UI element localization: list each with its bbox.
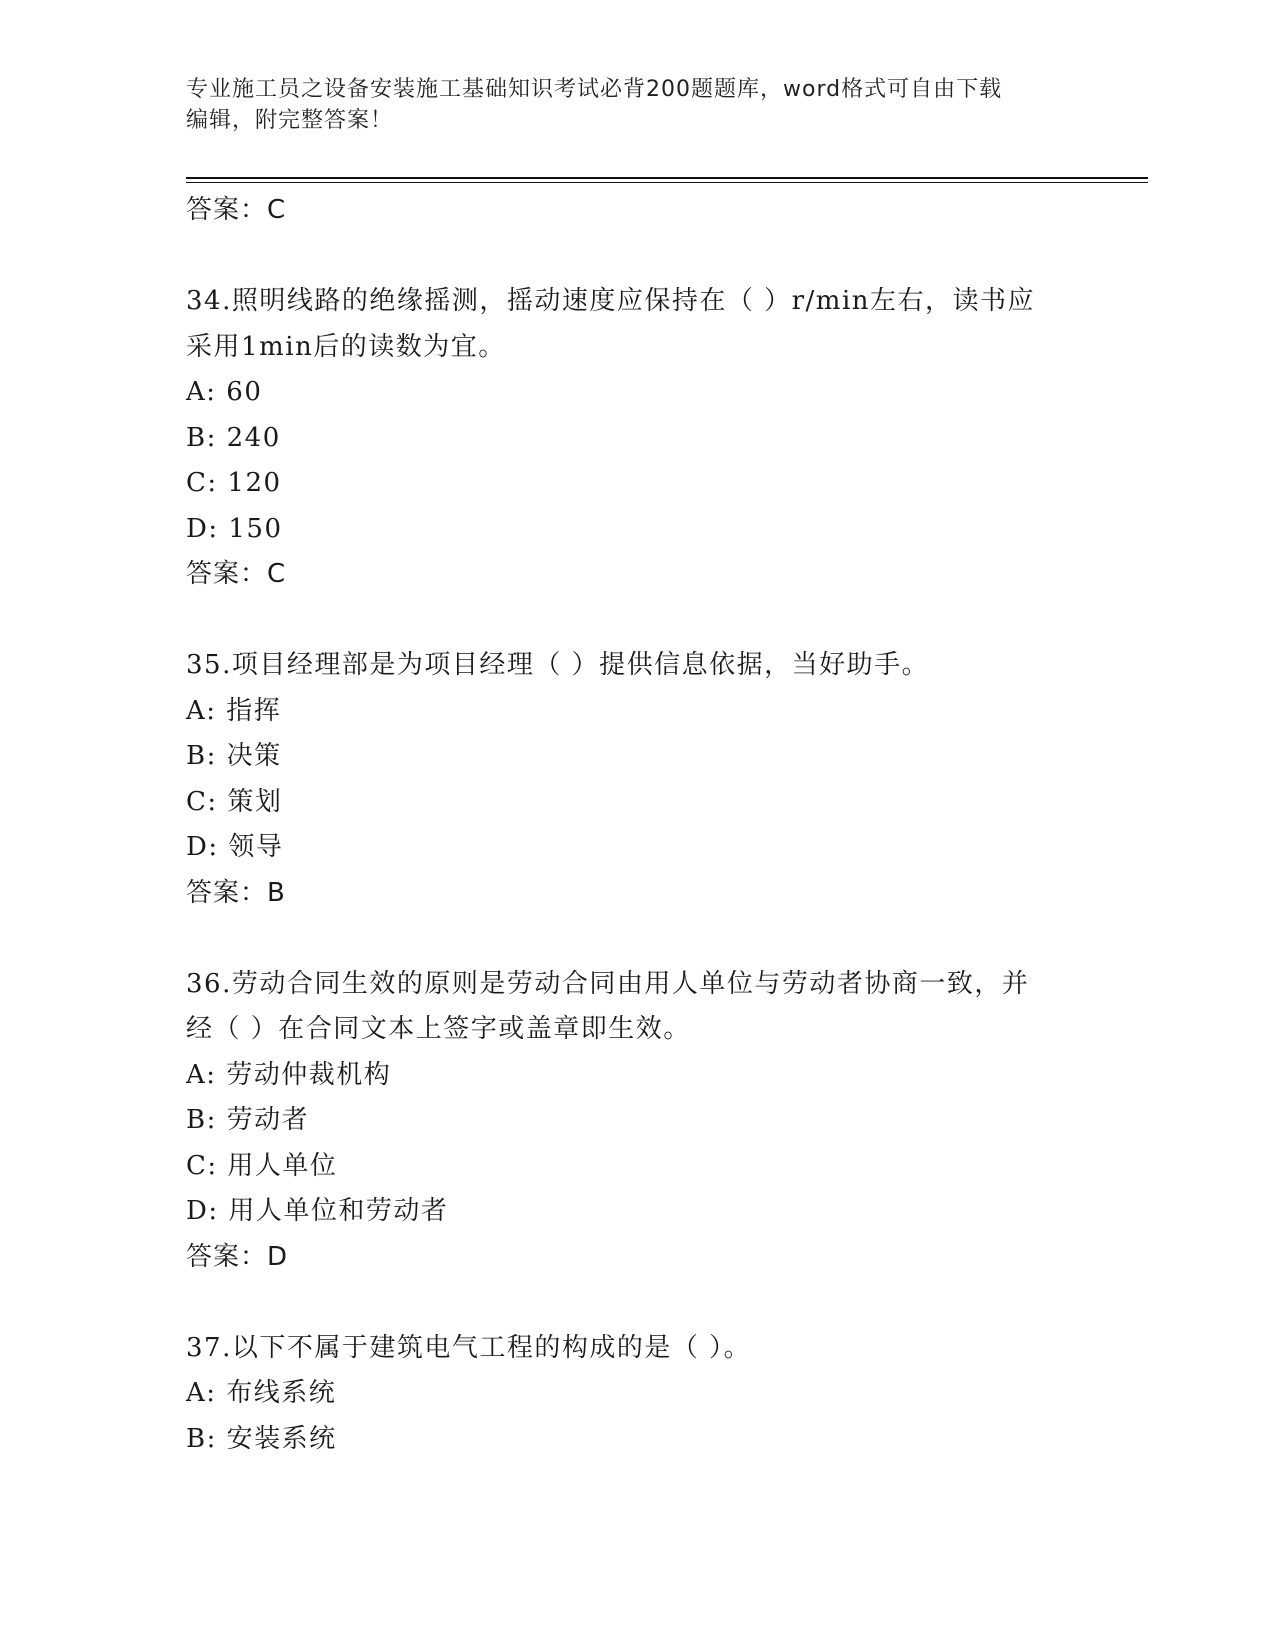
option-d: D: 领导 — [186, 832, 284, 862]
document-header — [186, 74, 1066, 136]
spacer — [186, 1280, 1086, 1326]
question-34 — [186, 279, 1086, 598]
question-stem: 37.以下不属于建筑电气工程的构成的是（ ）。 — [186, 1332, 752, 1363]
question-stem: 34.照明线路的绝缘摇测，摇动速度应保持在（ ）r/min左右，读书应 — [186, 286, 1036, 316]
option-b: B: 劳动者 — [186, 1105, 310, 1135]
spacer — [186, 234, 1086, 280]
header-line-1: 专业施工员之设备安装施工基础知识考试必背200题题库，word格式可自由下载 — [186, 77, 1003, 102]
answer-line: 答案：B — [186, 877, 286, 908]
option-d: D: 150 — [186, 513, 283, 544]
option-c: C: 120 — [186, 468, 282, 498]
question-stem: 35.项目经理部是为项目经理（ ）提供信息依据，当好助手。 — [186, 650, 930, 680]
spacer — [186, 916, 1086, 962]
option-a: A: 指挥 — [186, 695, 282, 726]
option-a: A: 60 — [186, 377, 263, 407]
option-b: B: 决策 — [186, 741, 282, 771]
option-a: A: 劳动仲裁机构 — [186, 1059, 392, 1090]
option-d: D: 用人单位和劳动者 — [186, 1196, 449, 1226]
header-divider-thick — [186, 177, 1148, 179]
answer-line: 答案：C — [186, 195, 287, 225]
question-stem: 36.劳动合同生效的原则是劳动合同由用人单位与劳动者协商一致，并 — [186, 968, 1030, 999]
question-35 — [186, 643, 1086, 916]
question-list — [186, 188, 1086, 1462]
option-a: A: 布线系统 — [186, 1378, 337, 1408]
answer-line: 答案：D — [186, 1241, 289, 1272]
option-c: C: 策划 — [186, 786, 283, 817]
option-b: B: 安装系统 — [186, 1423, 337, 1454]
header-divider-thin — [186, 182, 1148, 183]
option-c: C: 用人单位 — [186, 1150, 338, 1181]
question-stem: 经（ ）在合同文本上签字或盖章即生效。 — [186, 1014, 691, 1044]
question-36 — [186, 962, 1086, 1281]
header-line-2: 编辑，附完整答案！ — [186, 108, 394, 133]
option-b: B: 240 — [186, 422, 281, 453]
answer-line: 答案：C — [186, 559, 287, 589]
question-37 — [186, 1326, 1086, 1463]
question-stem: 采用1min后的读数为宜。 — [186, 331, 506, 362]
spacer — [186, 598, 1086, 644]
